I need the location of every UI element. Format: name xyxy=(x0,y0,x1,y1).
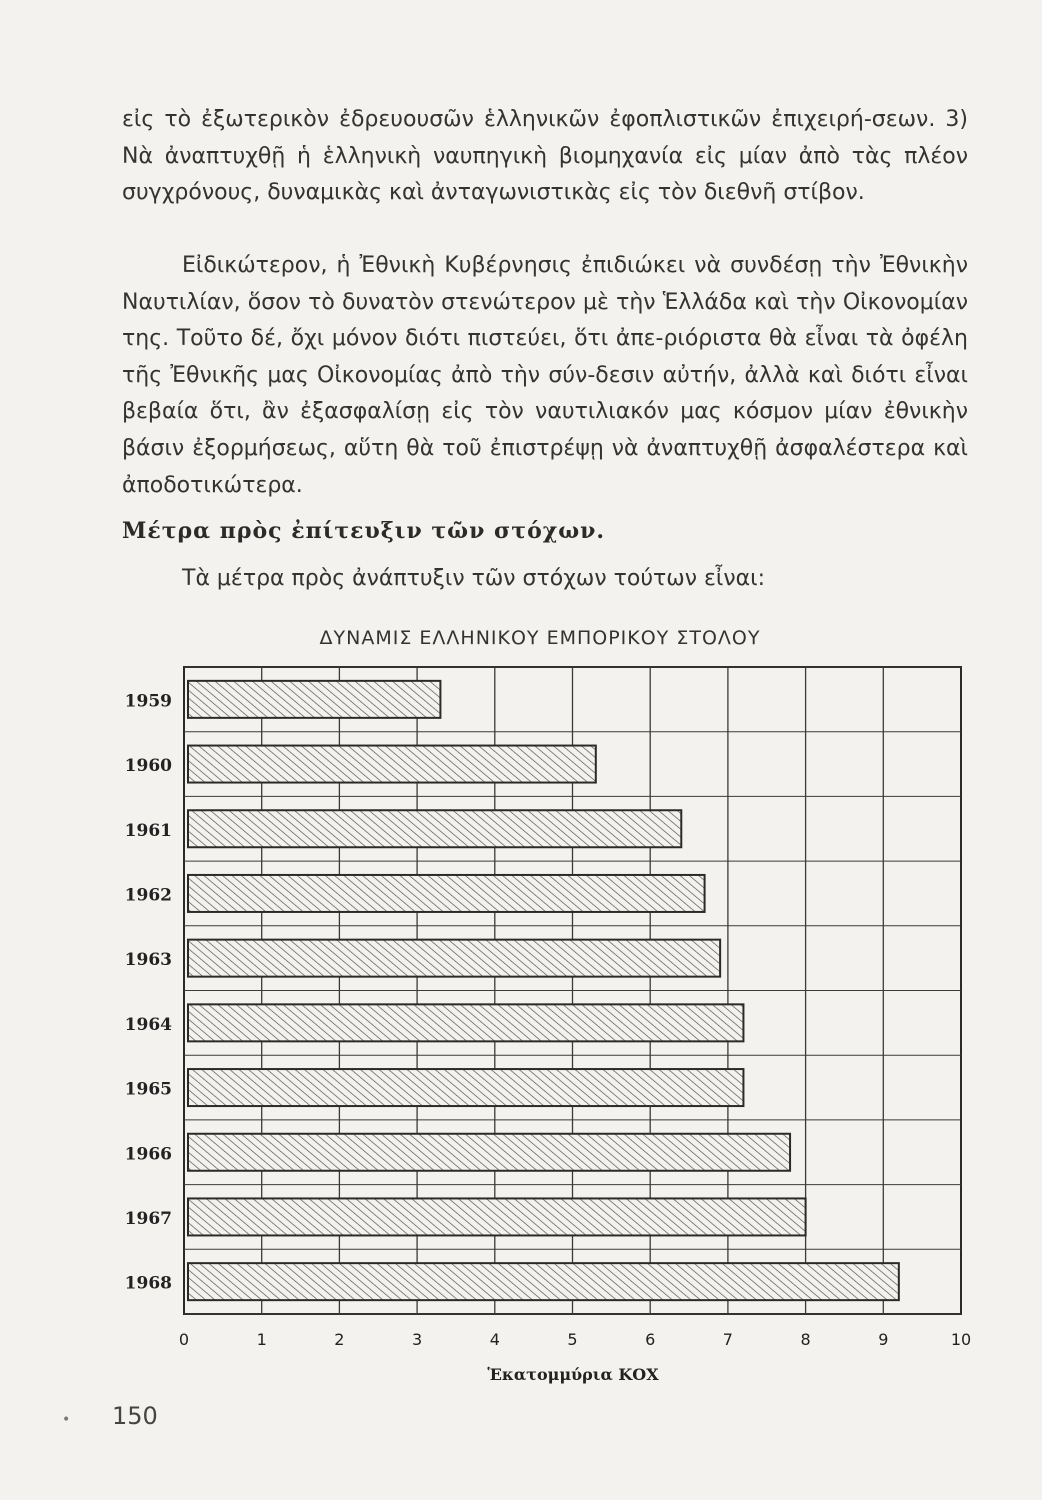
bar-1963 xyxy=(188,940,720,977)
bar-1961 xyxy=(188,810,681,847)
x-tick-label: 9 xyxy=(878,1330,889,1349)
bar-1967 xyxy=(188,1198,806,1235)
paragraph-2: Εἰδικώτερον, ἡ Ἐθνικὴ Κυβέρνησις ἐπιδιώκει νὰ συνδέσῃ τὴν Ἐθνικὴν Ναυτιλίαν, ὅσον τὸ δυνατὸν στενώτερον μὲ τὴν Ἑλλάδα καὶ τὴν Οἰκονομίαν της. Τοῦτο δέ, ὄχι μόνον διότι πιστεύει, ὅτι ἀπε-ριόριστα θὰ εἶναι τὰ ὀφέλη τῆς Ἐθνικῆς μας Οἰκονομίας ἀπὸ τὴν σύν-δεσιν αὐτήν, ἀλλὰ καὶ διότι εἶναι βεβαία ὅτι, ἂν ἐξασφαλίσῃ εἰς τὸν ναυτιλιακόν μας κόσμον μίαν ἐθνικὴν βάσιν ἐξορμήσεως, αὕτη θὰ τοῦ ἐπιστρέψῃ νὰ ἀναπτυχθῇ ἀσφαλέστερα καὶ ἀποδοτικώτερα. xyxy=(122,253,968,498)
y-tick-label: 1968 xyxy=(124,1273,172,1294)
paragraph-1: εἰς τὸ ἐξωτερικὸν ἐδρευουσῶν ἑλληνικῶν ἐφοπλιστικῶν ἐπιχειρή-σεων. 3) Νὰ ἀναπτυχθῇ ἡ ἑλληνικὴ ναυπηγικὴ βιομηχανία εἰς μίαν ἀπὸ τὰς πλέον συγχρόνους, δυναμικὰς καὶ ἀνταγωνιστικὰς εἰς τὸν διεθνῆ στίβον. xyxy=(122,107,968,206)
y-tick-label: 1960 xyxy=(124,756,172,777)
x-tick-label: 5 xyxy=(567,1330,578,1349)
x-tick-label: 6 xyxy=(645,1330,656,1349)
section-heading: Μέτρα πρὸς ἐπίτευξιν τῶν στόχων. xyxy=(122,518,606,544)
x-tick-label: 0 xyxy=(178,1330,190,1349)
page-number: 150 xyxy=(112,1402,158,1430)
x-axis-label: Ἑκατομμύρια ΚΟΧ xyxy=(487,1365,659,1384)
x-tick-label: 8 xyxy=(800,1330,811,1349)
bar-1965 xyxy=(188,1069,743,1106)
bar-1960 xyxy=(188,746,596,783)
bar-1966 xyxy=(188,1134,790,1171)
x-tick-label: 10 xyxy=(950,1330,972,1349)
x-tick-label: 2 xyxy=(334,1330,345,1349)
y-tick-label: 1962 xyxy=(124,885,172,906)
y-tick-label: 1967 xyxy=(124,1208,172,1229)
bar-1964 xyxy=(188,1004,743,1041)
y-tick-label: 1964 xyxy=(124,1014,172,1035)
y-tick-label: 1961 xyxy=(124,820,172,841)
x-tick-label: 3 xyxy=(412,1330,423,1349)
intro-sentence: Τὰ μέτρα πρὸς ἀνάπτυξιν τῶν στόχων τούτων εἶναι: xyxy=(182,566,765,591)
bar-1959 xyxy=(188,681,440,718)
y-tick-label: 1959 xyxy=(124,691,172,712)
y-tick-label: 1963 xyxy=(124,950,172,971)
y-tick-label: 1965 xyxy=(124,1079,172,1100)
x-tick-label: 7 xyxy=(722,1330,733,1349)
bullet-mark: • xyxy=(62,1412,71,1428)
x-tick-label: 1 xyxy=(256,1330,267,1349)
y-tick-label: 1966 xyxy=(124,1144,172,1165)
bar-1968 xyxy=(188,1263,899,1300)
x-tick-label: 4 xyxy=(489,1330,500,1349)
bar-1962 xyxy=(188,875,705,912)
chart-title: ΔΥΝΑΜΙΣ ΕΛΛΗΝΙΚΟΥ ΕΜΠΟΡΙΚΟΥ ΣΤΟΛΟΥ xyxy=(319,627,761,649)
